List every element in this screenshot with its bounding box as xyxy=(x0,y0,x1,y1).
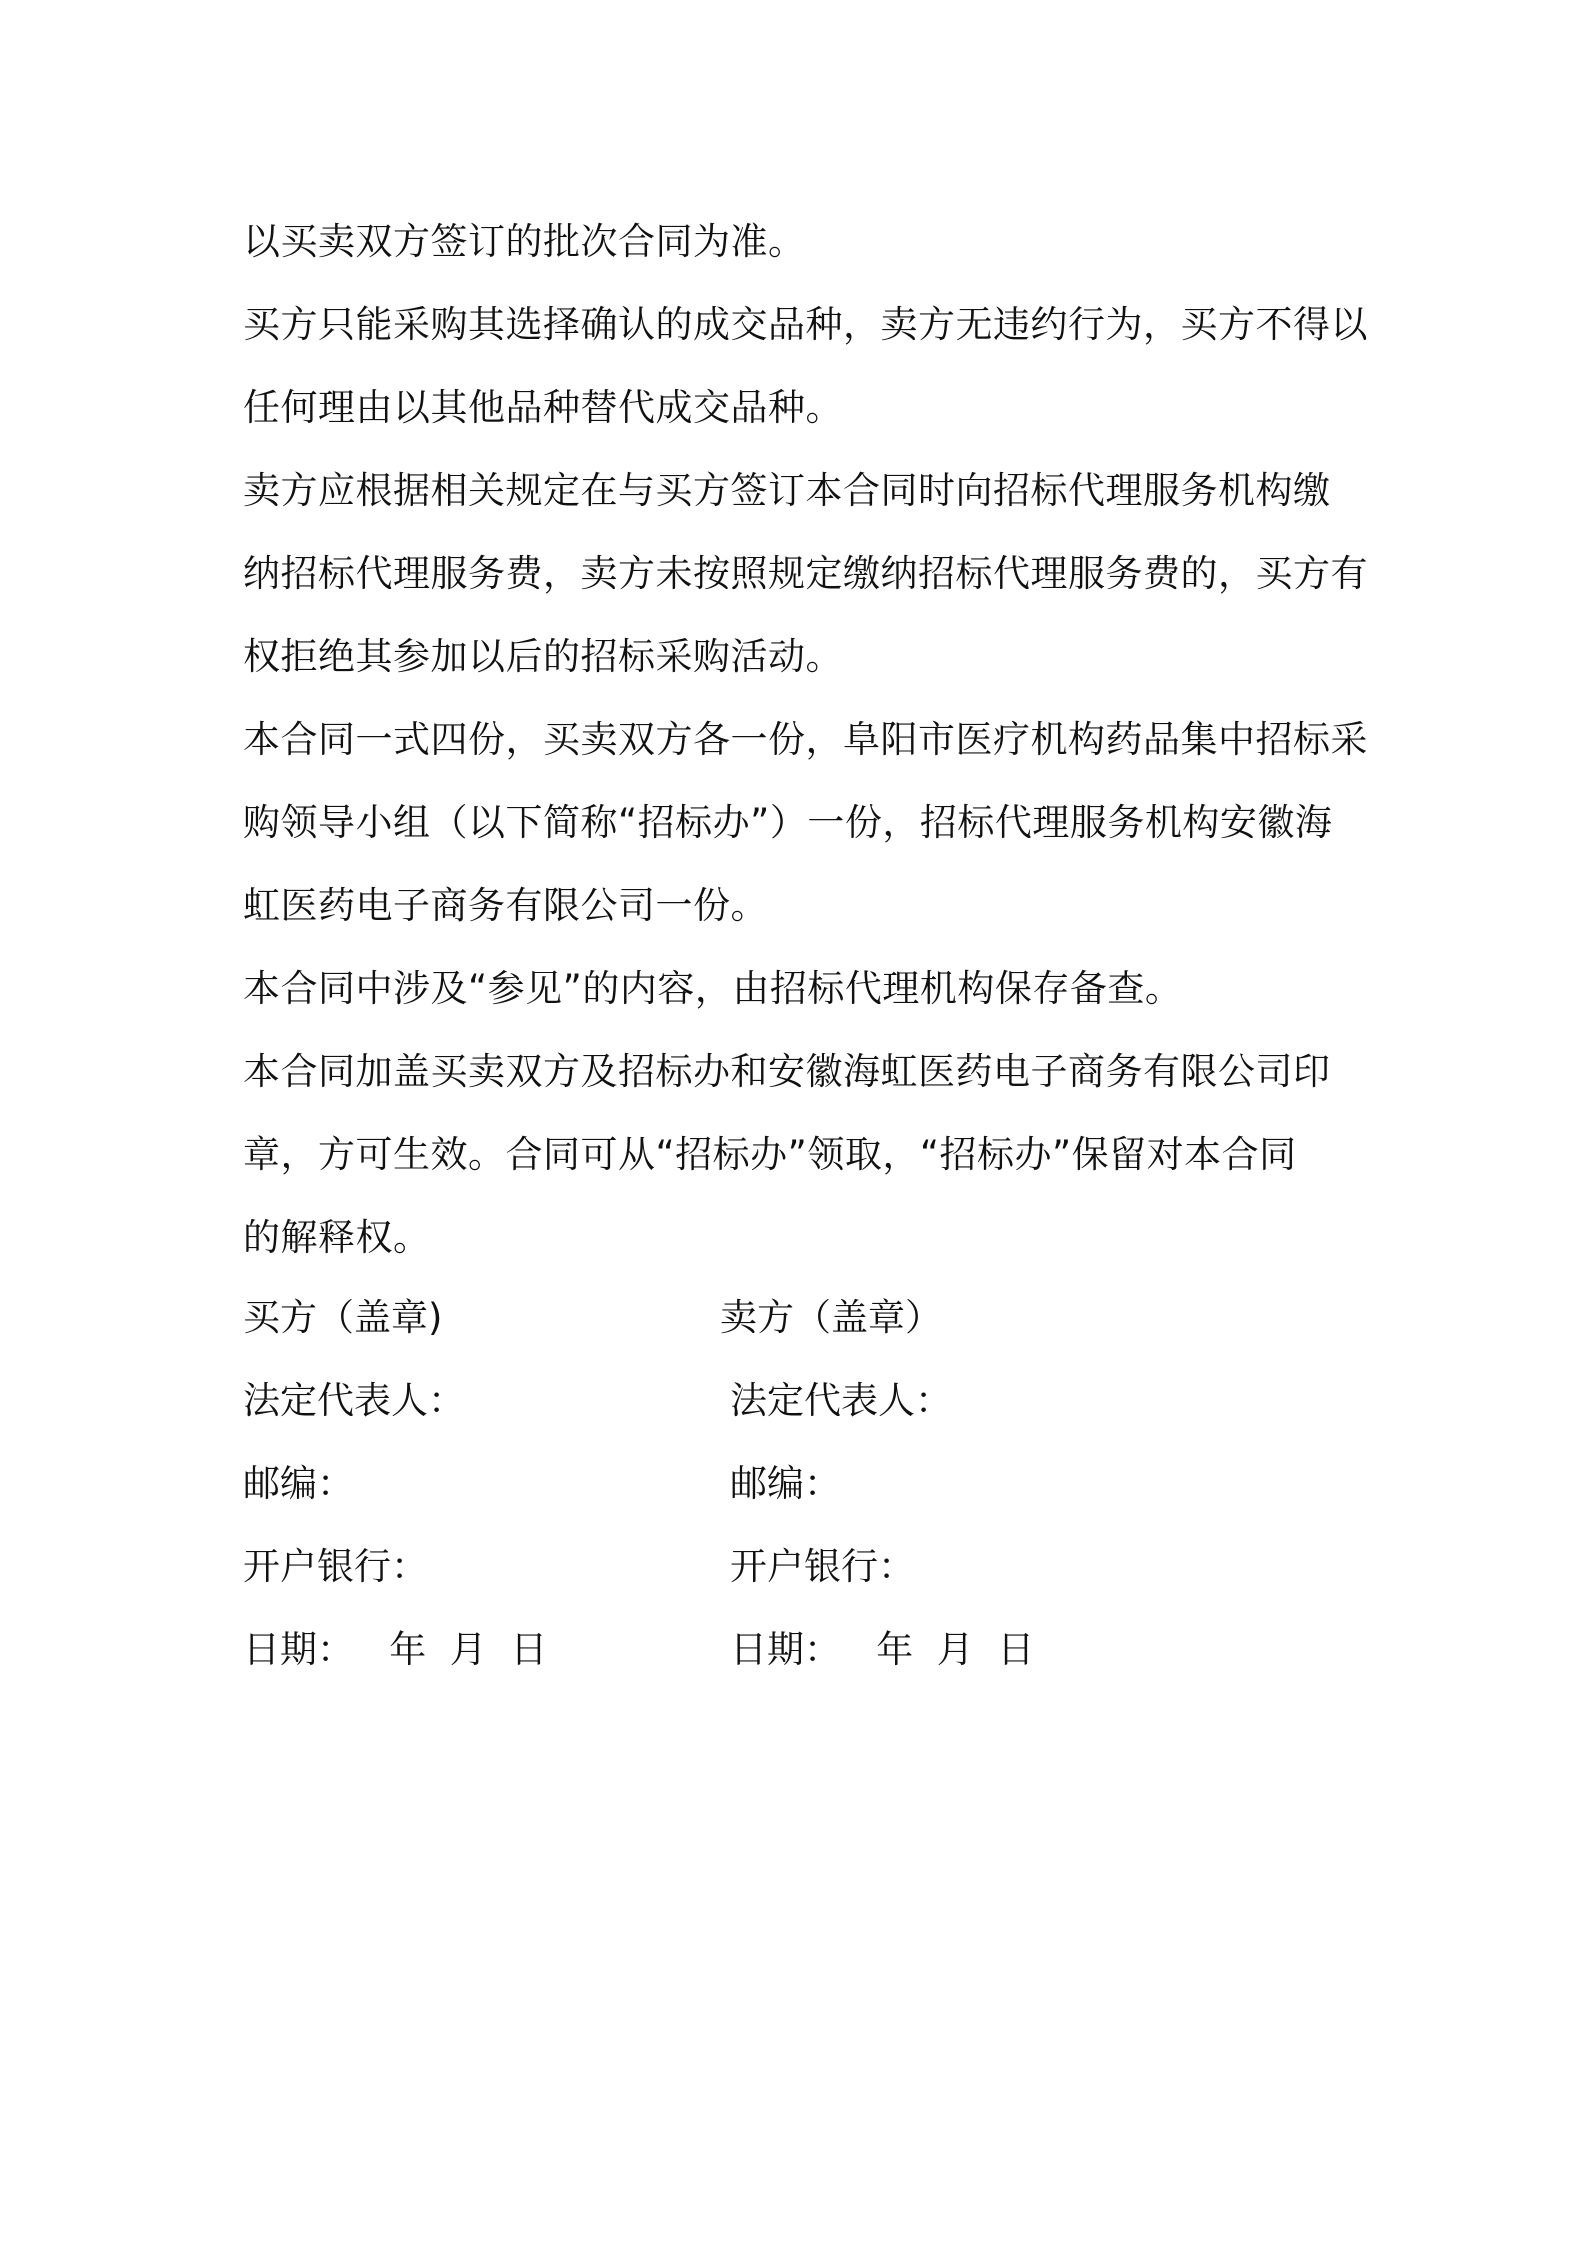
body-line: 本合同中涉及“参见”的内容，由招标代理机构保存备查。 xyxy=(243,967,1183,1010)
body-line: 卖方应根据相关规定在与买方签订本合同时向招标代理服务机构缴 xyxy=(243,469,1331,512)
seller-bank-label: 开户银行： xyxy=(730,1545,915,1588)
body-line: 任何理由以其他品种替代成交品种。 xyxy=(243,386,843,429)
body-line: 的解释权。 xyxy=(243,1216,431,1259)
seller-postcode-label: 邮编： xyxy=(730,1462,841,1505)
body-line: 本合同一式四份，买卖双方各一份，阜阳市医疗机构药品集中招标采 xyxy=(243,718,1368,761)
buyer-party-label: 买方（盖章) xyxy=(243,1296,443,1339)
body-line: 以买卖双方签订的批次合同为准。 xyxy=(243,220,806,263)
body-line: 本合同加盖买卖双方及招标办和安徽海虹医药电子商务有限公司印 xyxy=(243,1050,1331,1093)
buyer-representative-label: 法定代表人： xyxy=(243,1379,465,1422)
buyer-signature-block xyxy=(243,1276,547,1691)
seller-date-label: 日期： 年 月 日 xyxy=(730,1628,1035,1671)
seller-signature-block xyxy=(720,1276,1034,1691)
contract-body xyxy=(243,200,1368,1279)
buyer-date-label: 日期： 年 月 日 xyxy=(243,1628,548,1671)
body-line: 章，方可生效。合同可从“招标办”领取，“招标办”保留对本合同 xyxy=(243,1133,1297,1176)
body-line: 纳招标代理服务费，卖方未按照规定缴纳招标代理服务费的，买方有 xyxy=(243,552,1368,595)
buyer-postcode-label: 邮编： xyxy=(243,1462,354,1505)
buyer-bank-label: 开户银行： xyxy=(243,1545,428,1588)
seller-representative-label: 法定代表人： xyxy=(730,1379,952,1422)
body-line: 买方只能采购其选择确认的成交品种，卖方无违约行为，买方不得以 xyxy=(243,303,1368,346)
body-line: 权拒绝其参加以后的招标采购活动。 xyxy=(243,635,843,678)
seller-party-label: 卖方（盖章） xyxy=(720,1296,942,1339)
body-line: 虹医药电子商务有限公司一份。 xyxy=(243,884,768,927)
body-line: 购领导小组（以下简称“招标办”）一份，招标代理服务机构安徽海 xyxy=(243,801,1333,844)
